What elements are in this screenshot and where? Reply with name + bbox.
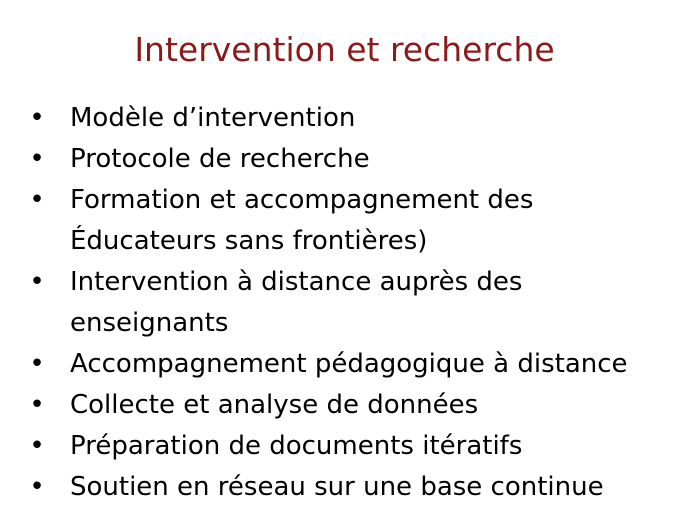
bullet-text: Formation et accompagnement des xyxy=(70,185,534,215)
bullet-text: Protocole de recherche xyxy=(70,144,370,174)
bullet-text-continuation: enseignants xyxy=(70,308,229,338)
slide-title: Intervention et recherche xyxy=(134,30,555,69)
bullet-dot-icon: • xyxy=(29,390,45,420)
bullet-dot-icon: • xyxy=(29,267,45,297)
bullet-text: Préparation de documents itératifs xyxy=(70,431,523,461)
bullet-item xyxy=(0,467,689,508)
bullet-dot-icon: • xyxy=(29,349,45,379)
bullet-dot-icon: • xyxy=(29,103,45,133)
bullet-text: Modèle d’intervention xyxy=(70,103,356,133)
bullet-item xyxy=(0,180,689,262)
bullet-item xyxy=(0,98,689,139)
bullet-item xyxy=(0,385,689,426)
bullet-text: Collecte et analyse de données xyxy=(70,390,479,420)
bullet-text: Intervention à distance auprès des xyxy=(70,267,523,297)
bullet-dot-icon: • xyxy=(29,185,45,215)
bullet-dot-icon: • xyxy=(29,472,45,502)
bullet-item xyxy=(0,344,689,385)
bullet-text: Soutien en réseau sur une base continue xyxy=(70,472,604,502)
bullet-item xyxy=(0,426,689,467)
bullet-text: Accompagnement pédagogique à distance xyxy=(70,349,628,379)
bullet-list xyxy=(0,98,689,508)
bullet-dot-icon: • xyxy=(29,144,45,174)
bullet-text-continuation: Éducateurs sans frontières) xyxy=(70,226,428,256)
bullet-dot-icon: • xyxy=(29,431,45,461)
bullet-item xyxy=(0,139,689,180)
bullet-item xyxy=(0,262,689,344)
